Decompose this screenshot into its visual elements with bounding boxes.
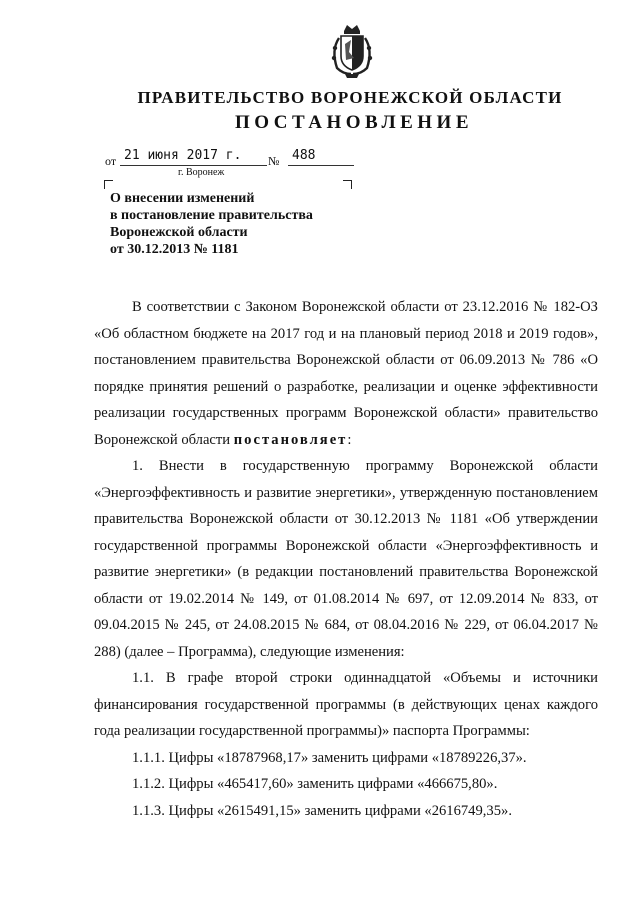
subject-bracket-left (104, 180, 113, 189)
decree-word: постановляет (233, 431, 348, 448)
subject-line: от 30.12.2013 № 1181 (110, 242, 239, 257)
document-type-title: ПОСТАНОВЛЕНИЕ (234, 112, 474, 133)
document-subject (110, 190, 360, 258)
subject-line: в постановление правительства (110, 208, 313, 223)
subject-line: Воронежской области (110, 225, 248, 240)
preamble-text: В соответствии с Законом Воронежской области от 23.12.2016 № 182-ОЗ «Об областном бюджете на 2017 год и на плановый период 2018 и 2019 годов», постановлением правительства Воронежской области от 06.09.2013 № 786 «О порядке принятия решений о разработке, реализации и оценке эффективности реализации государственных программ Воронежской области» правительство Воронежской области (94, 299, 598, 448)
item-1-1-3: 1.1.3. Цифры «2615491,15» заменить цифрами «2616749,35». (132, 802, 512, 819)
number-value: 488 (288, 148, 354, 166)
subject-line: О внесении изменений (110, 191, 255, 206)
number-label: № (268, 154, 280, 168)
preamble-paragraph (94, 294, 598, 453)
city-label: г. Воронеж (178, 167, 225, 178)
date-value: 21 июня 2017 г. (120, 148, 267, 166)
date-number-line (100, 148, 360, 168)
item-1-1: 1.1. В графе второй строки одиннадцатой «Объемы и источники финансирования государственной программы (в действующих ценах каждого года реализации государственной программы)» паспорта Программы: (94, 670, 598, 739)
item-1-1-2: 1.1.2. Цифры «465417,60» заменить цифрами «466675,80». (132, 776, 498, 792)
item-1-1-1: 1.1.1. Цифры «18787968,17» заменить цифрами «18789226,37». (132, 749, 527, 766)
document-body (94, 294, 598, 824)
decree-colon: : (347, 431, 352, 448)
coat-of-arms-emblem (327, 22, 377, 80)
item-1: 1. Внести в государственную программу Воронежской области «Энергоэффективность и развитие энергетики», утвержденную постановлением правительства Воронежской области от 30.12.2013 № 1181 «Об утверждении государственной программы Воронежской области «Энергоэффективность и развитие энергетики» (в редакции постановлений правительства Воронежской области от 19.02.2014 № 149, от 01.08.2014 № 697, от 12.09.2014 № 833, от 09.04.2015 № 245, от 24.08.2015 № 684, от 08.04.2016 № 229, от 06.04.2017 № 288) (далее – Программа), следующие изменения: (94, 458, 598, 660)
subject-bracket-right (343, 180, 352, 189)
date-label: от (105, 154, 117, 168)
organization-title: ПРАВИТЕЛЬСТВО ВОРОНЕЖСКОЙ ОБЛАСТИ (137, 88, 563, 107)
